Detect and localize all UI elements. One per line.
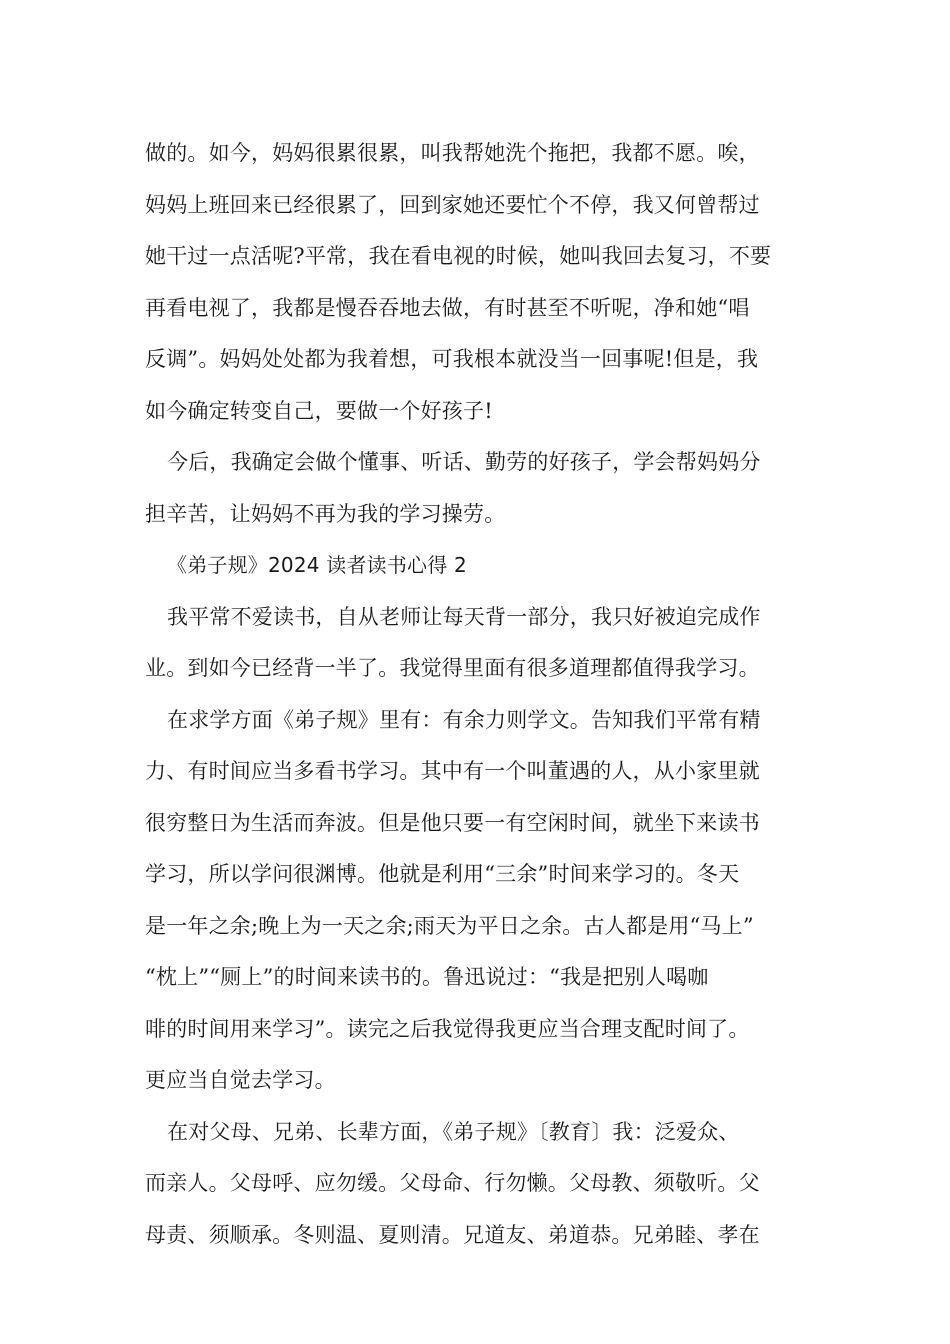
text-line: 再看电视了，我都是慢吞吞地去做，有时甚至不听呢，净和她“唱 <box>145 295 750 320</box>
document-page <box>145 128 807 1261</box>
text-line: 在求学方面《弟子规》里有：有余力则学文。告知我们平常有精 <box>167 707 761 732</box>
text-line: 很穷整日为生活而奔波。但是他只要一有空闲时间，就坐下来读书 <box>145 810 760 835</box>
text-line: 业。到如今已经背一半了。我觉得里面有很多道理都值得我学习。 <box>145 656 760 680</box>
text-line: 力、有时间应当多看书学习。其中有一个叫董遇的人，从小家里就 <box>145 759 760 783</box>
text-line: 反调”。妈妈处处都为我着想，可我根本就没当一回事呢!但是，我 <box>145 347 759 371</box>
text-line: 是一年之余;晚上为一天之余;雨天为平日之余。古人都是用“马上” <box>145 913 754 938</box>
paragraph <box>145 592 807 695</box>
text-line: 今后，我确定会做个懂事、听话、勤劳的好孩子，学会帮妈妈分 <box>167 450 761 474</box>
paragraph <box>145 695 807 1107</box>
text-line: 妈妈上班回来已经很累了，回到家她还要忙个不停，我又何曾帮过 <box>145 192 760 217</box>
text-line: “枕上”“厕上”的时间来读书的。鲁迅说过：“我是把别人喝咖 <box>145 965 709 989</box>
text-line: 学习，所以学问很渊博。他就是利用“三余”时间来学习的。冬天 <box>145 862 740 886</box>
paragraph <box>145 437 807 540</box>
text-line: 母责、须顺承。冬则温、夏则清。兄道友、弟道恭。兄弟睦、孝在 <box>145 1222 760 1247</box>
text-line: 我平常不爱读书，自从老师让每天背一部分，我只好被迫完成作 <box>167 604 761 629</box>
paragraph <box>145 1107 807 1262</box>
paragraph <box>145 128 807 437</box>
text-line: 而亲人。父母呼、应勿缓。父母命、行勿懒。父母教、须敬听。父 <box>145 1171 760 1195</box>
text-line: 啡的时间用来学习”。读完之后我觉得我更应当合理支配时间了。 <box>145 1016 750 1041</box>
text-line: 更应当自觉去学习。 <box>145 1068 336 1092</box>
text-line: 在对父母、兄弟、长辈方面，《弟子规》〔教育〕我：泛爱众、 <box>167 1119 740 1144</box>
section-heading <box>145 540 807 592</box>
text-line: 担辛苦，让妈妈不再为我的学习操劳。 <box>145 501 506 526</box>
heading-text: 《弟子规》2024 读者读书心得 2 <box>167 553 467 577</box>
text-line: 做的。如今，妈妈很累很累，叫我帮她洗个拖把，我都不愿。唉， <box>145 141 760 165</box>
text-line: 她干过一点活呢?平常，我在看电视的时候，她叫我回去复习，不要 <box>145 244 772 268</box>
text-line: 如今确定转变自己，要做一个好孩子! <box>145 398 493 423</box>
